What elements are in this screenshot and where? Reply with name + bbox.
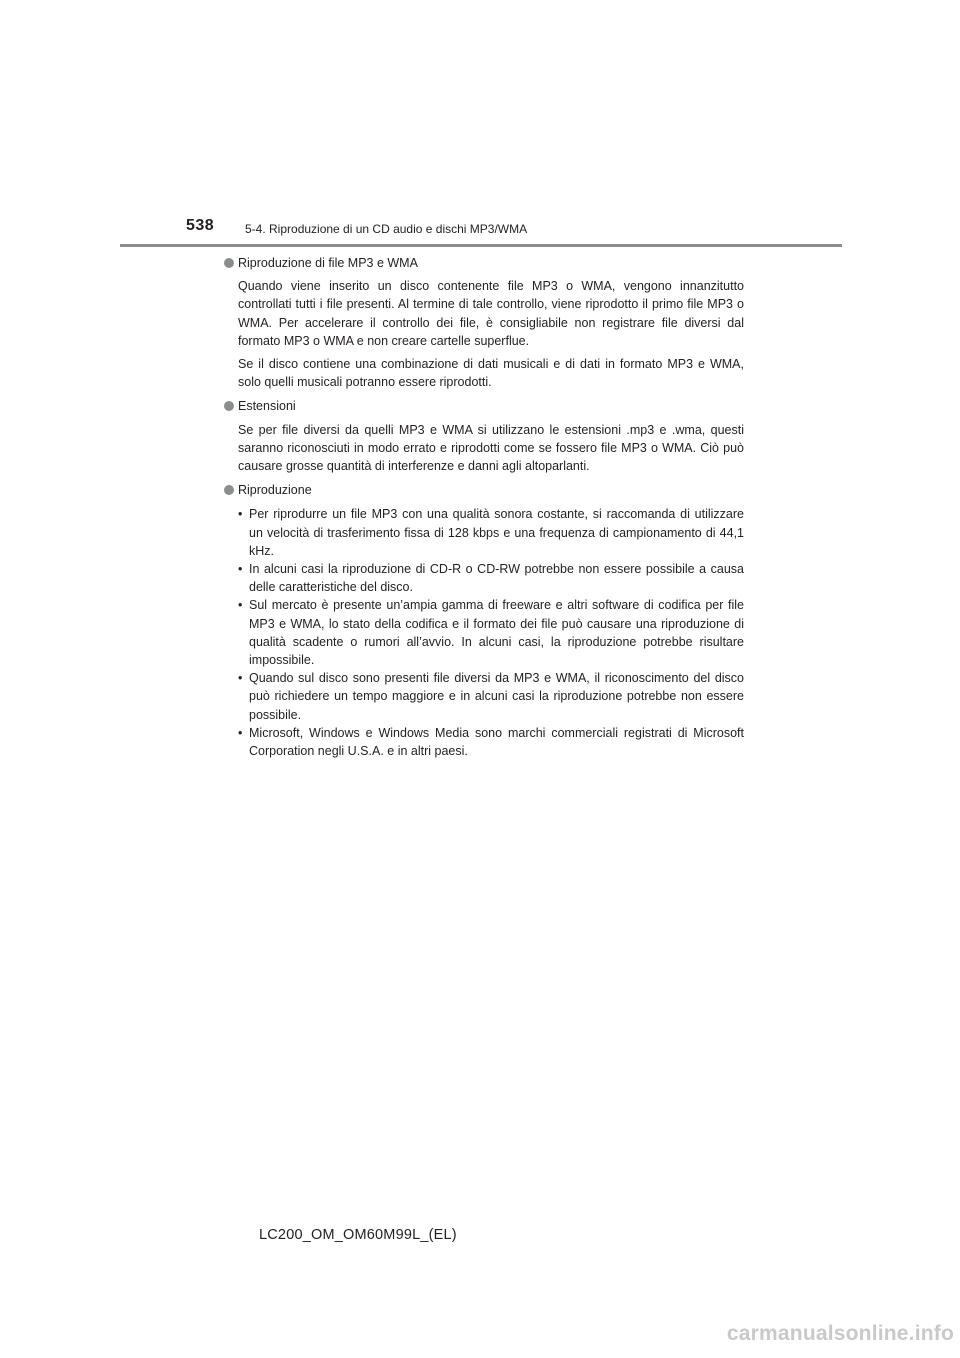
- section-title: 5-4. Riproduzione di un CD audio e dischi MP3/WMA: [245, 222, 528, 236]
- content: [224, 254, 744, 760]
- paragraph: Se per file diversi da quelli MP3 e WMA si utilizzano le estensioni .mp3 e .wma, questi saranno riconosciuti in modo errato e riprodotti come se fossero file MP3 o WMA. Ciò può causare grosse quantità di interferenze e danni agli altoparlanti.: [238, 422, 744, 474]
- footer-doc-code: LC200_OM_OM60M99L_(EL): [259, 1227, 457, 1243]
- list-item: [238, 724, 744, 760]
- bullet-circle-icon: [224, 485, 234, 495]
- section-heading: [224, 397, 744, 415]
- bullet-circle-icon: [224, 258, 234, 268]
- page-number: 538: [186, 217, 215, 234]
- list-item: [238, 505, 744, 560]
- section-heading-text: Riproduzione: [238, 483, 312, 498]
- header-rule: [120, 244, 842, 247]
- list-item: [238, 596, 744, 669]
- paragraph: Quando viene inserito un disco contenente file MP3 o WMA, vengono innanzitutto controllati tutti i file presenti. Al termine di tale controllo, viene riprodotto il primo file MP3 o WMA. Per accelerare il controllo dei file, è consigliabile non registrare file diversi dal formato MP3 o WMA e non creare cartelle superflue.: [238, 279, 744, 348]
- list-item-text: Microsoft, Windows e Windows Media sono marchi commerciali registrati di Microsoft Corporation negli U.S.A. e in altri paesi.: [249, 725, 744, 759]
- list-item-text: In alcuni casi la riproduzione di CD-R o CD-RW potrebbe non essere possibile a causa delle caratteristiche del disco.: [249, 562, 744, 595]
- list-marker: •: [238, 562, 243, 577]
- paragraph: Se il disco contiene una combinazione di dati musicali e di dati in formato MP3 e WMA, solo quelli musicali potranno essere riprodotti.: [238, 357, 744, 390]
- list-marker: •: [238, 598, 243, 613]
- bullet-circle-icon: [224, 401, 234, 411]
- watermark-link[interactable]: carmanualsonline.info: [726, 1322, 954, 1345]
- list-item-text: Per riprodurre un file MP3 con una qualità sonora costante, si raccomanda di utilizzare un velocità di trasferimento fissa di 128 kbps e una frequenza di campionamento di 44,1 kHz.: [249, 507, 744, 558]
- section-estensioni: [224, 397, 744, 475]
- list-item-text: Sul mercato è presente un’ampia gamma di freeware e altri software di codifica per file MP3 e WMA, lo stato della codifica e il formato dei file può causare una riproduzione di qualità scadente o rumori all’avvio. In alcuni casi, la riproduzione potrebbe risultare impossibile.: [249, 598, 744, 668]
- list-marker: •: [238, 671, 243, 686]
- list-marker: •: [238, 725, 243, 740]
- section-heading: [224, 481, 744, 499]
- list-marker: •: [238, 507, 243, 522]
- section-heading: [224, 254, 744, 272]
- section-mp3-wma: [224, 254, 744, 391]
- list-item-text: Quando sul disco sono presenti file diversi da MP3 e WMA, il riconoscimento del disco può richiedere un tempo maggiore e in alcuni casi la riproduzione potrebbe non essere possibile.: [249, 671, 744, 722]
- list-item: [238, 560, 744, 596]
- section-heading-text: Riproduzione di file MP3 e WMA: [238, 256, 418, 270]
- bullet-list: [238, 505, 744, 760]
- section-riproduzione: [224, 481, 744, 760]
- list-item: [238, 669, 744, 724]
- section-heading-text: Estensioni: [238, 399, 296, 414]
